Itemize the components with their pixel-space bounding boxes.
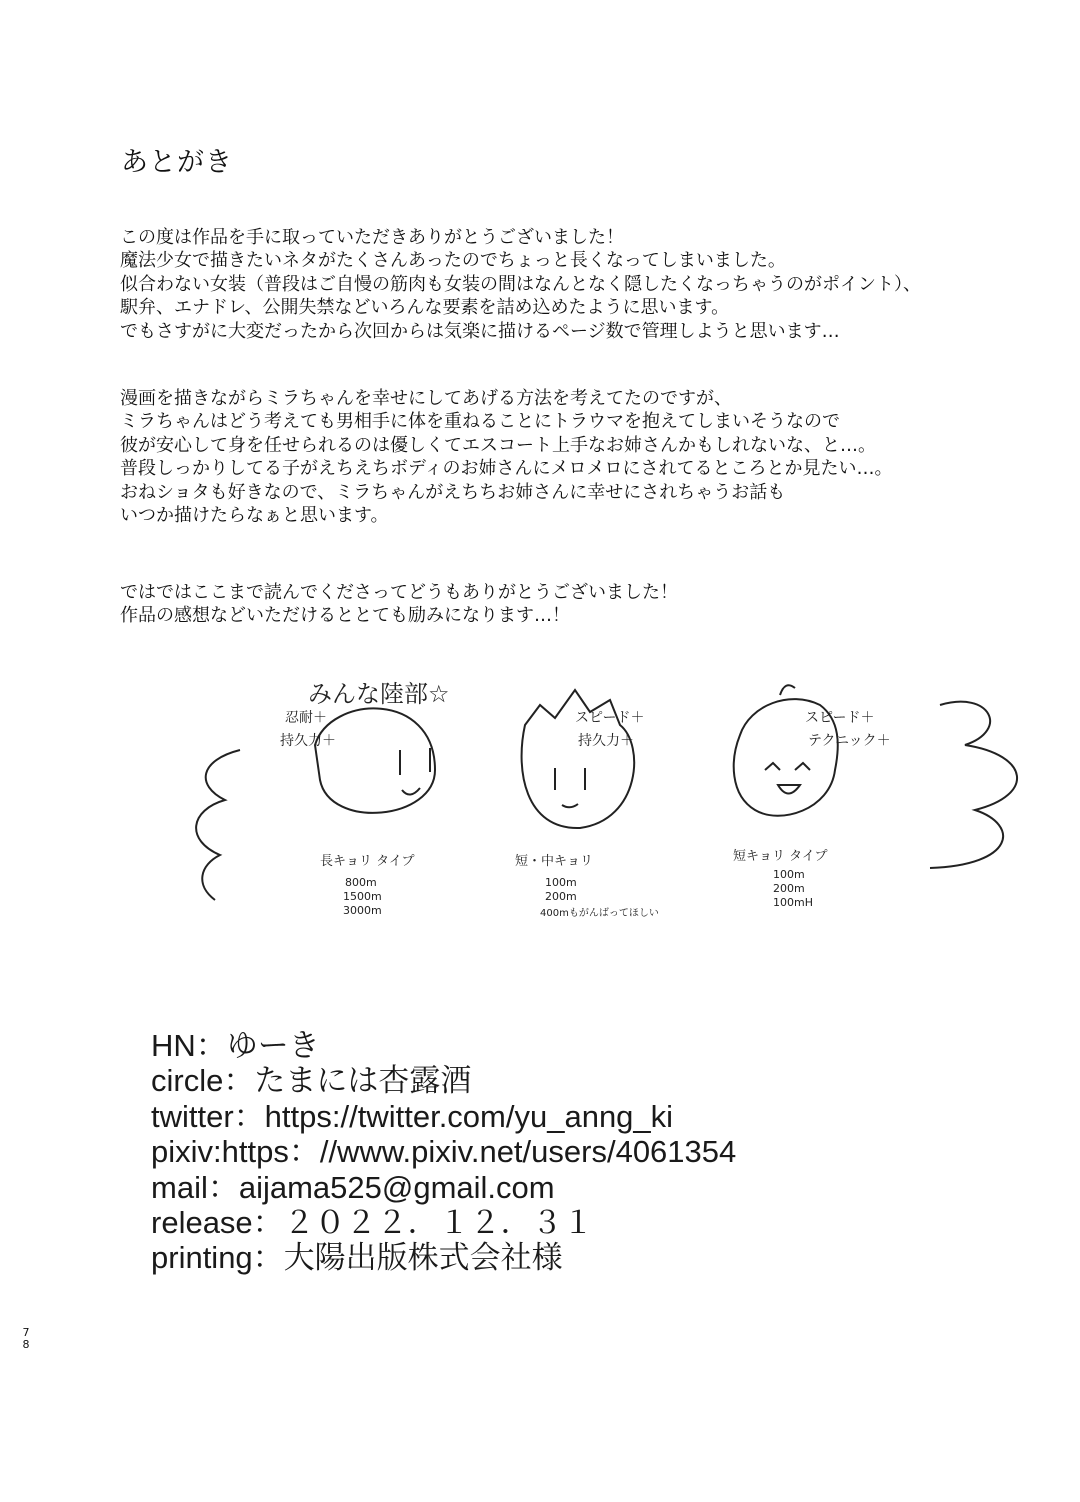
- character-2-trait: スピード＋: [575, 710, 645, 726]
- text-line: 彼が安心して身を任せられるのは優しくてエスコート上手なお姉さんかもしれないな、と…。: [120, 434, 876, 456]
- character-2-event: 400mもがんばってほしい: [540, 908, 659, 919]
- character-3-type: 短キョリ タイプ: [733, 849, 828, 864]
- credit-printing: printing：大陽出版株式会社様: [151, 1240, 563, 1276]
- credits: [151, 1028, 736, 1276]
- character-1-head: [315, 708, 435, 812]
- squiggle-right: [930, 702, 1017, 868]
- credit-mail: mail：aijama525@gmail.com: [151, 1169, 555, 1205]
- character-2-trait: 持久力＋: [578, 733, 634, 749]
- text-line: おねショタも好きなので、ミラちゃんがえちちお姉さんに幸せにされちゃうお話も: [120, 481, 786, 503]
- text-line: 似合わない女装（普段はご自慢の筋肉も女装の間はなんとなく隠したくなっちゃうのがポイント）、: [120, 273, 921, 295]
- character-1-event: 800m: [345, 876, 377, 889]
- text-line: 魔法少女で描きたいネタがたくさんあったのでちょっと長くなってしまいました。: [120, 250, 786, 272]
- credit-pixiv: pixiv:https：//www.pixiv.net/users/4061354: [151, 1134, 737, 1170]
- character-3-trait: テクニック＋: [808, 733, 891, 749]
- character-1: [280, 708, 435, 917]
- text-line: 普段しっかりしてる子がえちえちボディのお姉さんにメロメロにされてるところとか見たい…。: [120, 458, 893, 480]
- illustration-heading: みんな陸部☆: [308, 680, 450, 708]
- credit-twitter: twitter：https://twitter.com/yu_anng_ki: [151, 1098, 674, 1134]
- character-3-trait: スピード＋: [805, 710, 875, 726]
- character-1-type: 長キョリ タイプ: [320, 854, 415, 869]
- page-number: [21, 1327, 31, 1351]
- afterword-title: あとがき: [121, 147, 233, 178]
- character-1-trait: 持久力＋: [280, 733, 336, 749]
- afterword-paragraph-3: [120, 581, 678, 628]
- character-2-type: 短・中キョリ: [515, 854, 594, 869]
- character-1-event: 1500m: [343, 890, 382, 903]
- character-3-event: 100mH: [773, 896, 813, 909]
- character-2-event: 200m: [545, 890, 577, 903]
- text-line: 漫画を描きながらミラちゃんを幸せにしてあげる方法を考えてたのですが、: [120, 388, 732, 409]
- page-number-digit: 7: [22, 1326, 30, 1339]
- character-3-event: 100m: [773, 868, 805, 881]
- page-number-digit: 8: [22, 1338, 30, 1351]
- credit-circle: circle：たまには杏露酒: [151, 1063, 472, 1099]
- illustration: [180, 650, 1080, 940]
- character-3: [733, 685, 891, 909]
- text-line: 作品の感想などいただけるととても励みになります…！: [120, 605, 570, 627]
- character-1-event: 3000m: [343, 904, 382, 917]
- squiggle-left: [196, 750, 240, 900]
- credit-release: release：２０２２．１２．３１: [151, 1204, 594, 1240]
- credit-handle-name: HN：ゆーき: [151, 1028, 320, 1063]
- text-line: いつか描けたらなぁと思います。: [120, 504, 389, 526]
- text-line: 駅弁、エナドレ、公開失禁などいろんな要素を詰め込めたように思います。: [120, 297, 730, 319]
- text-line: でもさすがに大変だったから次回からは気楽に描けるページ数で管理しようと思います…: [120, 320, 840, 342]
- afterword-paragraph-1: [120, 226, 921, 343]
- afterword-paragraph-2: [120, 387, 893, 527]
- text-line: ミラちゃんはどう考えても男相手に体を重ねることにトラウマを抱えてしまいそうなので: [120, 411, 840, 433]
- character-2-event: 100m: [545, 876, 577, 889]
- character-3-event: 200m: [773, 882, 805, 895]
- text-line: ではではここまで読んでくださってどうもありがとうございました！: [120, 582, 678, 603]
- text-line: この度は作品を手に取っていただきありがとうございました！: [120, 227, 624, 248]
- character-1-trait: 忍耐＋: [285, 710, 327, 726]
- character-2: [515, 690, 659, 919]
